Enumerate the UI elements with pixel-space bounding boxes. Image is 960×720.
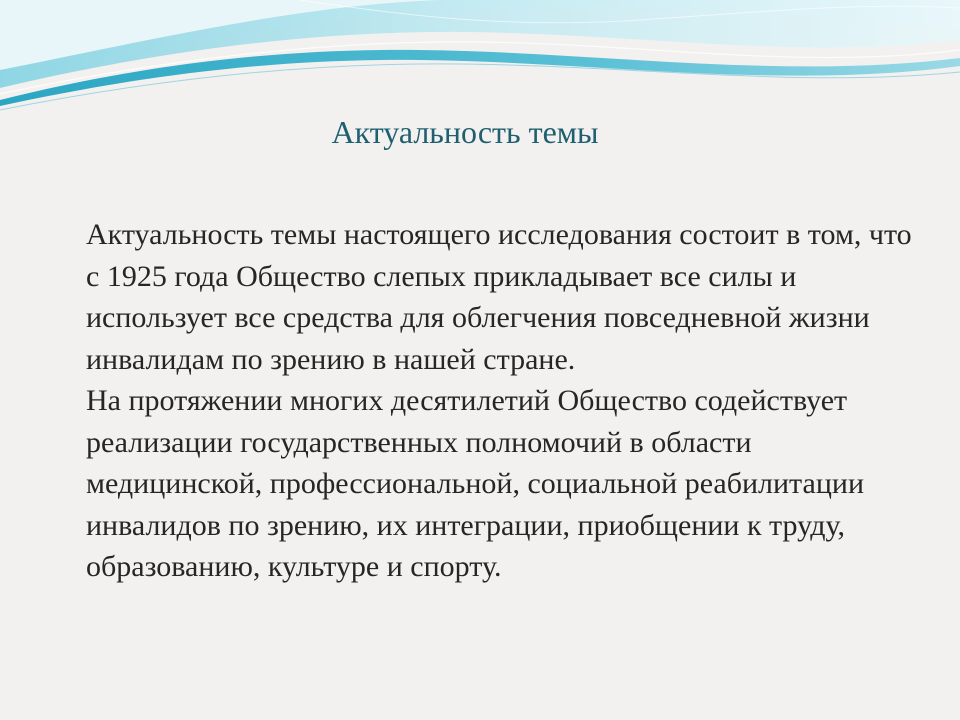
- body-paragraph: Актуальность темы настоящего исследования состоит в том, что с 1925 года Общество слепых прикладывает все силы и использует все средства для облегчения повседневной жизни инвалидам по зрению в нашей стране.: [86, 218, 912, 376]
- body-paragraph: На протяжении многих десятилетий Общество содействует реализации государственных полномочий в области медицинской, профессиональной, социальной реабилитации инвалидов по зрению, их интеграции, приобщении к труду, образованию, культуре и спорту.: [86, 384, 865, 583]
- slide-body: [86, 214, 916, 588]
- slide-title: Актуальность темы: [331, 114, 599, 150]
